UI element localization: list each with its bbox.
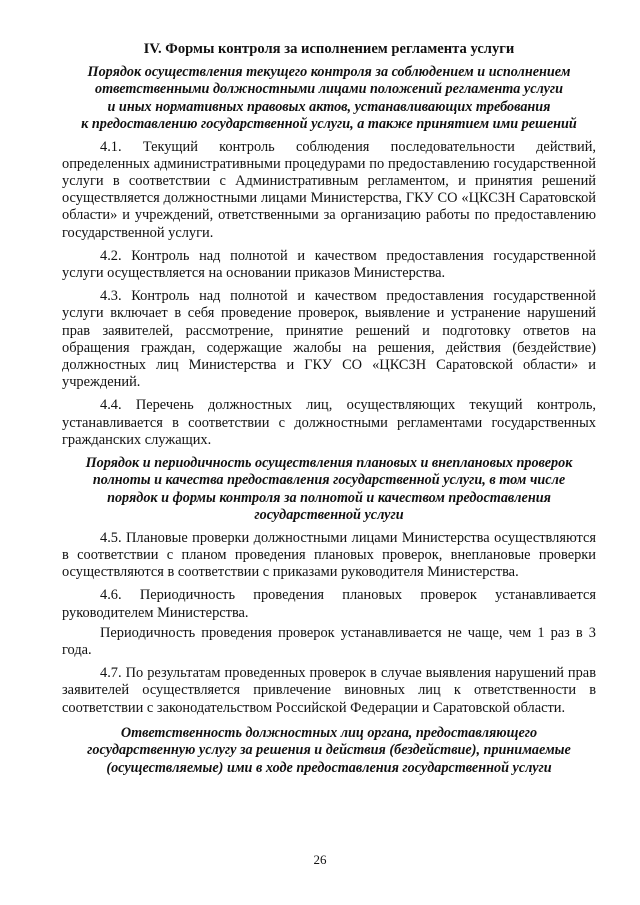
subheading-line: Порядок осуществления текущего контроля за соблюдением и исполнением — [87, 64, 571, 80]
subheading-line: полноты и качества предоставления государственной услуги, в том числе — [92, 472, 566, 489]
subheading-line: к предоставлению государственной услуги, а также принятием ими решений — [81, 116, 577, 133]
document-page — [62, 40, 596, 782]
subheading-line: (осуществляемые) ими в ходе предоставления государственной услуги — [106, 759, 552, 776]
subheading-line: порядок и формы контроля за полнотой и качеством предоставления — [107, 489, 551, 506]
paragraph-4-5: 4.5. Плановые проверки должностными лицами Министерства осуществляются в соответствии с планом проведения плановых проверок, внеплановые проверки осуществляются в соответствии с приказами руководителя Министерства. — [62, 529, 596, 581]
subheading-line: Порядок и периодичность осуществления плановых и внеплановых проверок — [85, 455, 573, 472]
subheading-line: и иных нормативных правовых актов, устанавливающих требования — [107, 98, 551, 115]
subheading-inspections — [62, 455, 596, 525]
paragraph-4-1: 4.1. Текущий контроль соблюдения последовательности действий, определенных административными процедурами по предоставлению государственной услуги в соответствии с Административным регламентом, и принятия решений осуществляется должностными лицами Министерства, ГКУ СО «ЦКСЗН Саратовской области» и учреждений, ответственными за организацию работы по предоставлению государственной услуги. — [62, 138, 596, 241]
subheading-line: ответственными должностными лицами положений регламента услуги — [94, 81, 564, 98]
paragraph-4-3: 4.3. Контроль над полнотой и качеством предоставления государственной услуги включает в себя проведение проверок, выявление и устранение нарушений прав заявителей, рассмотрение, принятие решений и подготовку ответов на обращения граждан, содержащие жалобы на решения, действия (бездействие) должностных лиц Министерства и ГКУ СО «ЦКСЗН Саратовской области» и учреждений. — [62, 288, 596, 391]
subheading-current-control — [62, 64, 596, 134]
paragraph-4-7: 4.7. По результатам проведенных проверок в случае выявления нарушений прав заявителей осуществляется привлечение виновных лиц к ответственности в соответствии с законодательством Российской Федерации и Саратовской области. — [62, 665, 596, 716]
paragraph-4-4: 4.4. Перечень должностных лиц, осуществляющих текущий контроль, устанавливается в соответствии с должностными регламентами государственных гражданских служащих. — [62, 397, 596, 448]
subheading-line: Ответственность должностных лиц органа, предоставляющего — [120, 724, 538, 741]
subheading-line: государственной услуги — [254, 507, 404, 524]
subheading-responsibility — [62, 725, 596, 777]
paragraph-4-2: 4.2. Контроль над полнотой и качеством предоставления государственной услуги осуществляется на основании приказов Министерства. — [62, 247, 596, 282]
subheading-line: государственную услугу за решения и действия (бездействие), принимаемые — [87, 742, 571, 759]
paragraph-periodicity: Периодичность проведения проверок устанавливается не чаще, чем 1 раз в 3 года. — [62, 624, 596, 658]
section-title: IV. Формы контроля за исполнением регламента услуги — [143, 41, 515, 57]
paragraph-4-6: 4.6. Периодичность проведения плановых проверок устанавливается руководителем Министерства. — [62, 587, 596, 621]
page-number: 26 — [313, 852, 327, 867]
